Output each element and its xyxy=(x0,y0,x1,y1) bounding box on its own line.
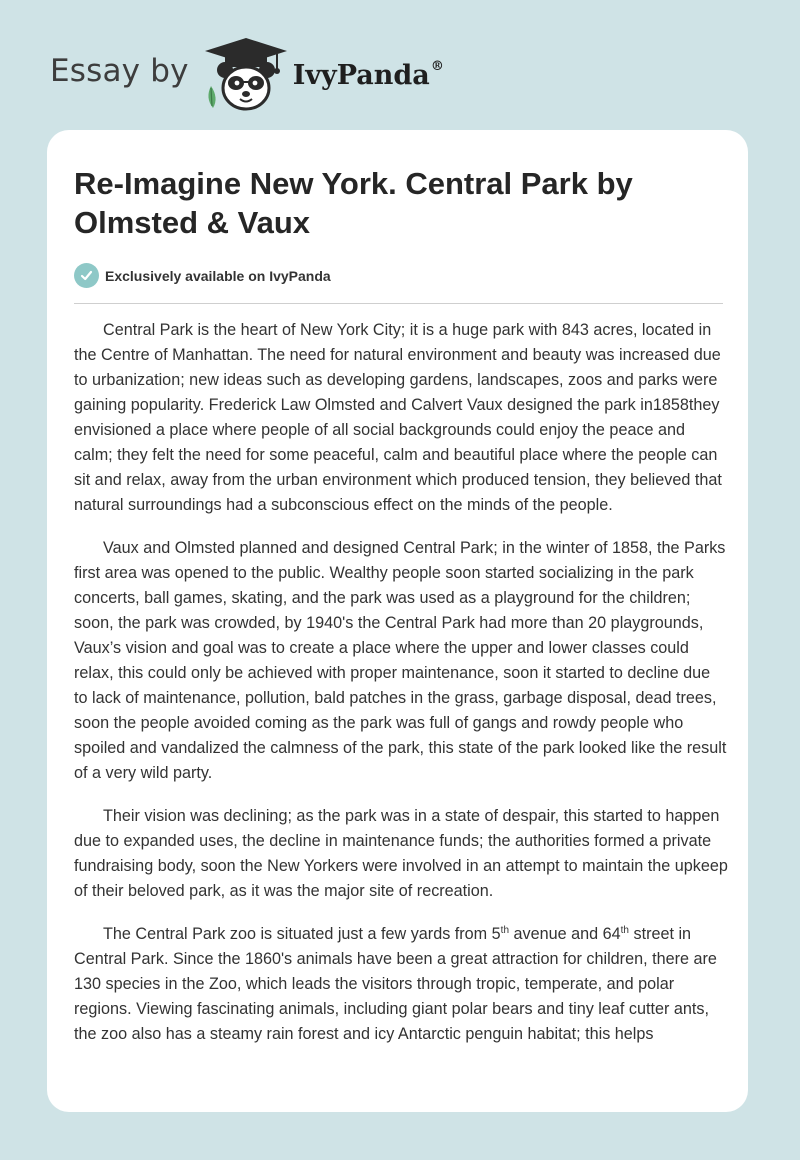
divider xyxy=(74,303,723,304)
registered-mark: ® xyxy=(430,59,444,74)
essay-paragraph: Central Park is the heart of New York City; it is a huge park with 843 acres, located in the Centre of Manhattan. The need for natural environment and beauty was increased due to urbanization; new ideas such as developing gardens, landscapes, zoos and parks were gaining popularity. Frederick Law Olmsted and Calvert Vaux designed the park in1858they envisioned a place where people of all social backgrounds could enjoy the peace and calm; they felt the need for some peaceful, calm and beautiful place where the people can sit and relax, away from the urban environment which produced tension, they believed that natural surroundings had a subconscious effect on the minds of the people. xyxy=(74,321,722,514)
essay-paragraph-zoo: The Central Park zoo is situated just a few yards from 5th avenue and 64th street in Central Park. Since the 1860's animals have been a great attraction for children, there are 130 species in the Zoo, which leads the visitors through tropic, temperate, and polar regions. Viewing fascinating animals, including giant polar bears and tiny leaf cutter ants, the zoo also has a steamy rain forest and icy Antarctic penguin habitat; this helps xyxy=(74,925,717,1043)
essay-title: Re-Imagine New York. Central Park by Olmsted & Vaux xyxy=(74,166,633,240)
brand-prefix: Essay by xyxy=(50,53,189,89)
exclusive-badge xyxy=(74,263,331,288)
brand-name: IvyPanda® xyxy=(292,59,444,91)
panda-graduate-logo-icon xyxy=(203,36,289,112)
site-header xyxy=(50,36,444,112)
essay-body xyxy=(74,318,728,1065)
essay-card xyxy=(47,130,748,1112)
superscript: th xyxy=(500,925,510,936)
essay-paragraph: Vaux and Olmsted planned and designed Central Park; in the winter of 1858, the Parks first area was opened to the public. Wealthy people soon started socializing in the park concerts, ball games, skating, and the park was used as a playground for the children; soon, the park was crowded, by 1940's the Central Park had more than 20 playgrounds, Vaux’s vision and goal was to create a place where the upper and lower classes could relax, this could only be achieved with proper maintenance, soon it started to decline due to lack of maintenance, pollution, bald patches in the grass, garbage disposal, dead trees, soon the people avoided coming as the park was full of gangs and rowdy people who spoiled and vandalized the calmness of the park, this state of the park looked like the result of a very wild party. xyxy=(74,539,727,782)
check-circle-icon xyxy=(74,263,99,288)
superscript: th xyxy=(620,925,629,936)
exclusive-badge-text: Exclusively available on IvyPanda xyxy=(105,267,331,284)
essay-paragraph: Their vision was declining; as the park was in a state of despair, this started to happen due to expanded uses, the decline in maintenance funds; the authorities formed a private fundraising body, soon the New Yorkers were involved in an attempt to maintain the upkeep of their beloved park, as it was the major site of recreation. xyxy=(74,807,728,900)
